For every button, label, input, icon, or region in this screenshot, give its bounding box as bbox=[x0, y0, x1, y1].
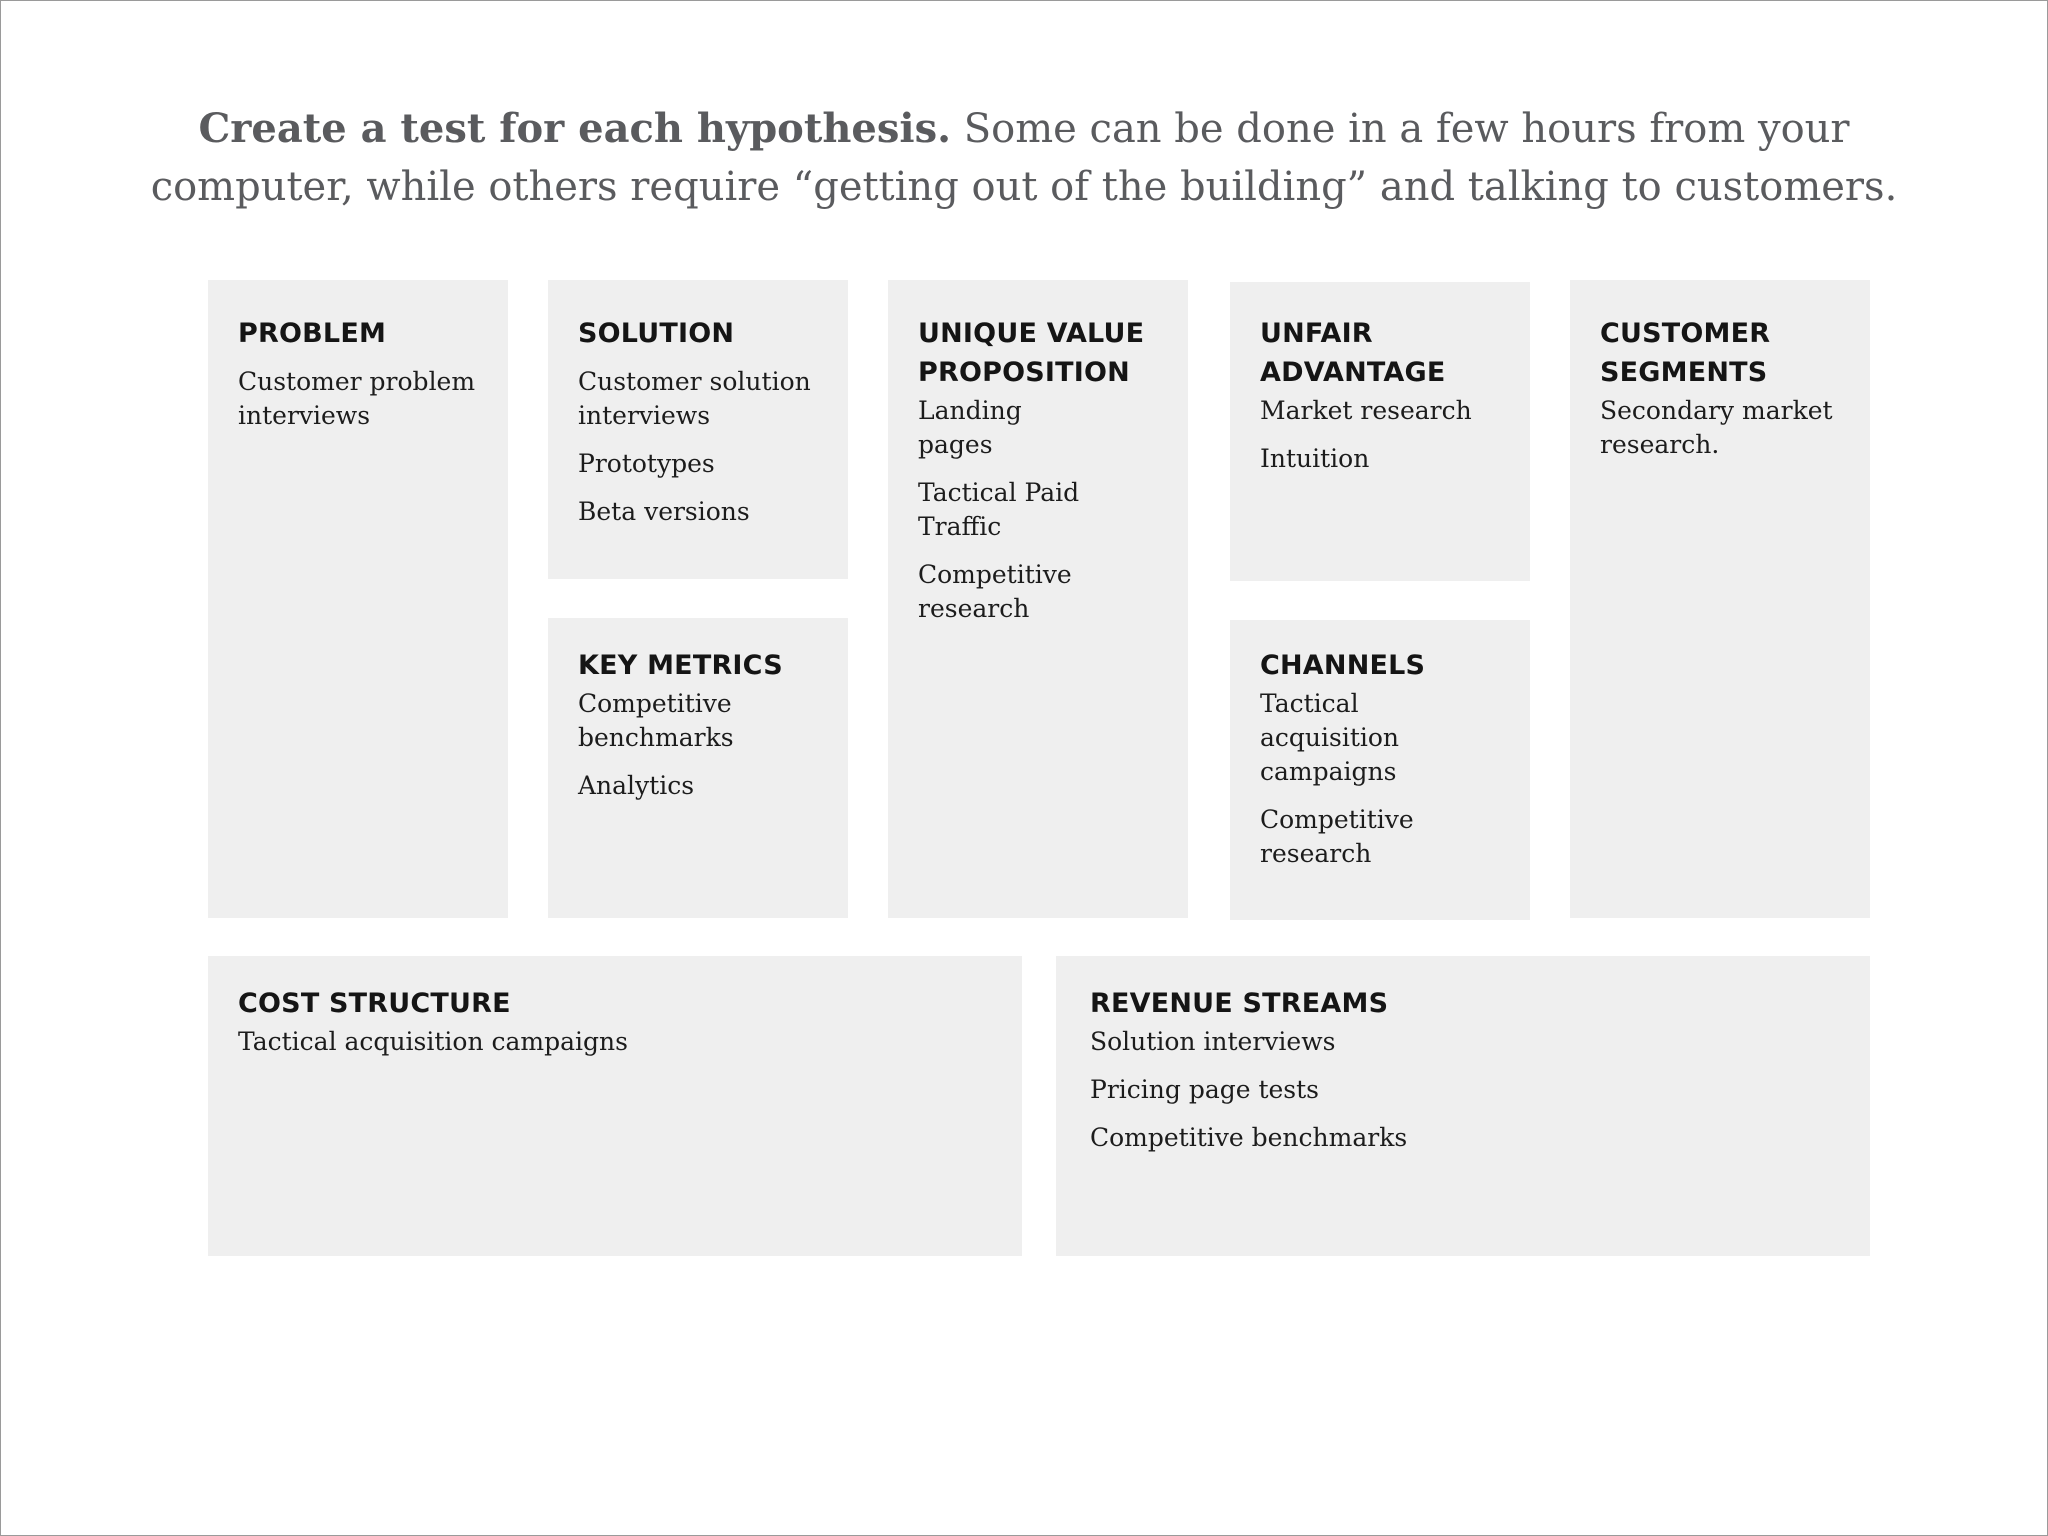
list-item: Customer solution interviews bbox=[578, 367, 811, 430]
cost-structure-box bbox=[208, 956, 1022, 1256]
list-item: Competitive research bbox=[1260, 805, 1414, 868]
list-item: Competitive research bbox=[918, 560, 1072, 623]
revenue-streams-items bbox=[1090, 1025, 1840, 1155]
list-item: Competitive benchmarks bbox=[578, 689, 734, 752]
revenue-streams-box bbox=[1056, 956, 1870, 1256]
key-metrics-title: KEY METRICS bbox=[578, 650, 783, 681]
customer-segments-items bbox=[1600, 394, 1845, 462]
channels-box bbox=[1230, 620, 1530, 920]
cost-structure-title: COST STRUCTURE bbox=[238, 988, 511, 1019]
list-item: Pricing page tests bbox=[1090, 1075, 1320, 1104]
problem-box bbox=[208, 280, 508, 918]
list-item: Customer problem interviews bbox=[238, 367, 476, 430]
list-item: Analytics bbox=[578, 771, 695, 800]
solution-title: SOLUTION bbox=[578, 318, 735, 349]
list-item: Intuition bbox=[1260, 444, 1370, 473]
solution-items bbox=[578, 365, 818, 529]
key-metrics-box bbox=[548, 618, 848, 918]
list-item: Secondary market research. bbox=[1600, 396, 1833, 459]
channels-items bbox=[1260, 687, 1430, 871]
customer-segments-title: CUSTOMER SEGMENTS bbox=[1600, 318, 1771, 388]
unfair-advantage-items bbox=[1260, 394, 1500, 476]
list-item: Tactical Paid Traffic bbox=[918, 478, 1080, 541]
problem-items bbox=[238, 365, 478, 433]
problem-title: PROBLEM bbox=[238, 318, 387, 349]
heading-lead: Create a test for each hypothesis. bbox=[198, 105, 952, 152]
list-item: Tactical acquisition campaigns bbox=[1260, 689, 1400, 786]
uvp-title: UNIQUE VALUE PROPOSITION bbox=[918, 318, 1145, 388]
heading-rest: Some can be done in a few hours from your computer, while others require “getting out of the building” and talking to customers. bbox=[150, 106, 1898, 210]
page-heading bbox=[100, 100, 1948, 216]
unfair-advantage-box bbox=[1230, 282, 1530, 581]
list-item: Landing pages bbox=[918, 396, 1022, 459]
key-metrics-items bbox=[578, 687, 778, 803]
list-item: Solution interviews bbox=[1090, 1027, 1336, 1056]
revenue-streams-title: REVENUE STREAMS bbox=[1090, 988, 1389, 1019]
list-item: Competitive benchmarks bbox=[1090, 1123, 1408, 1152]
cost-structure-items bbox=[238, 1025, 992, 1059]
customer-segments-box bbox=[1570, 280, 1870, 918]
list-item: Tactical acquisition campaigns bbox=[238, 1027, 628, 1056]
uvp-items bbox=[918, 394, 1098, 626]
channels-title: CHANNELS bbox=[1260, 650, 1426, 681]
unfair-advantage-title: UNFAIR ADVANTAGE bbox=[1260, 318, 1446, 388]
list-item: Market research bbox=[1260, 396, 1472, 425]
solution-box bbox=[548, 280, 848, 579]
uvp-box bbox=[888, 280, 1188, 918]
list-item: Beta versions bbox=[578, 497, 750, 526]
list-item: Prototypes bbox=[578, 449, 715, 478]
